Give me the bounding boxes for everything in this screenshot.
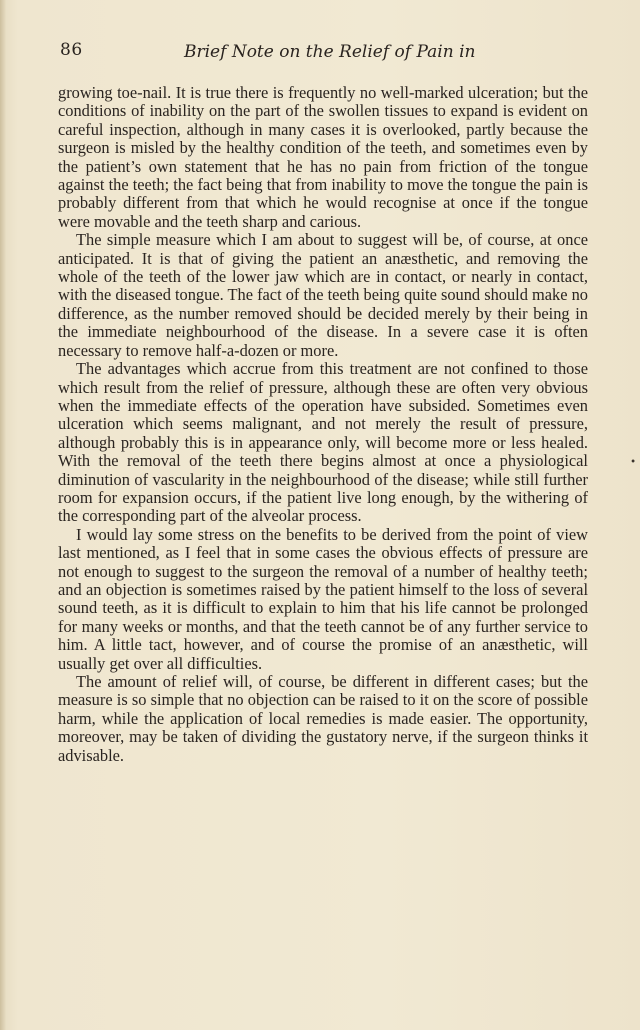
margin-mark: •: [630, 457, 636, 468]
paragraph-5: The amount of relief will, of course, be different in different cases; but the measure is so simple that no objection can be raised to it on the score of possible harm, while the application of local remedies is made easier. The opportunity, moreover, may be taken of dividing the gustatory nerve, if the surgeon thinks it advisable.: [58, 672, 588, 765]
page-gutter-edge: [0, 0, 6, 1030]
page-number: 86: [60, 40, 83, 60]
paragraph-1: growing toe-nail. It is true there is frequently no well-marked ulceration; but the conditions of inability on the part of the swollen tissues to expand is evident on careful inspection, although in many cases it is overlooked, partly because the surgeon is misled by the healthy condition of the teeth, and sometimes even by the patient’s own statement that he has no pain from friction of the tongue against the teeth; the fact being that from inability to move the tongue the pain is probably different from that which he would recognise at once if the tongue were movable and the teeth sharp and carious.: [58, 83, 588, 231]
body-text: [58, 84, 588, 765]
paragraph-2: The simple measure which I am about to suggest will be, of course, at once anticipated. It is that of giving the patient an anæsthetic, and removing the whole of the teeth of the lower jaw which are in contact, or nearly in contact, with the diseased tongue. The fact of the teeth being quite sound should make no difference, as the number removed should be decided merely by their being in the immediate neighbourhood of the disease. In a severe case it is often necessary to remove half-a-dozen or more.: [58, 230, 588, 360]
paragraph-4: I would lay some stress on the benefits to be derived from the point of view last mentioned, as I feel that in some cases the obvious effects of pressure are not enough to suggest to the surgeon the removal of a number of healthy teeth; and an objection is sometimes raised by the patient himself to the loss of several sound teeth, as it is difficult to explain to him that his life cannot be prolonged for many weeks or months, and that the teeth cannot be of any further service to him. A little tact, however, and of course the promise of an anæsthetic, will usually get over all difficulties.: [58, 524, 588, 673]
running-title: Brief Note on the Relief of Pain in: [184, 42, 476, 62]
page-header: [60, 40, 590, 70]
paragraph-3: The advantages which accrue from this treatment are not confined to those which result from the relief of pressure, although these are often very obvious when the immediate effects of the operation have subsided. Sometimes even ulceration which seems malignant, and not merely the result of pressure, although probably this is in appearance only, will become more or less healed. With the removal of the teeth there begins almost at once a physiological diminution of vascularity in the neighbourhood of the disease; while still further room for expansion occurs, if the patient live long enough, by the withering of the corresponding part of the alveolar process.: [58, 359, 588, 526]
